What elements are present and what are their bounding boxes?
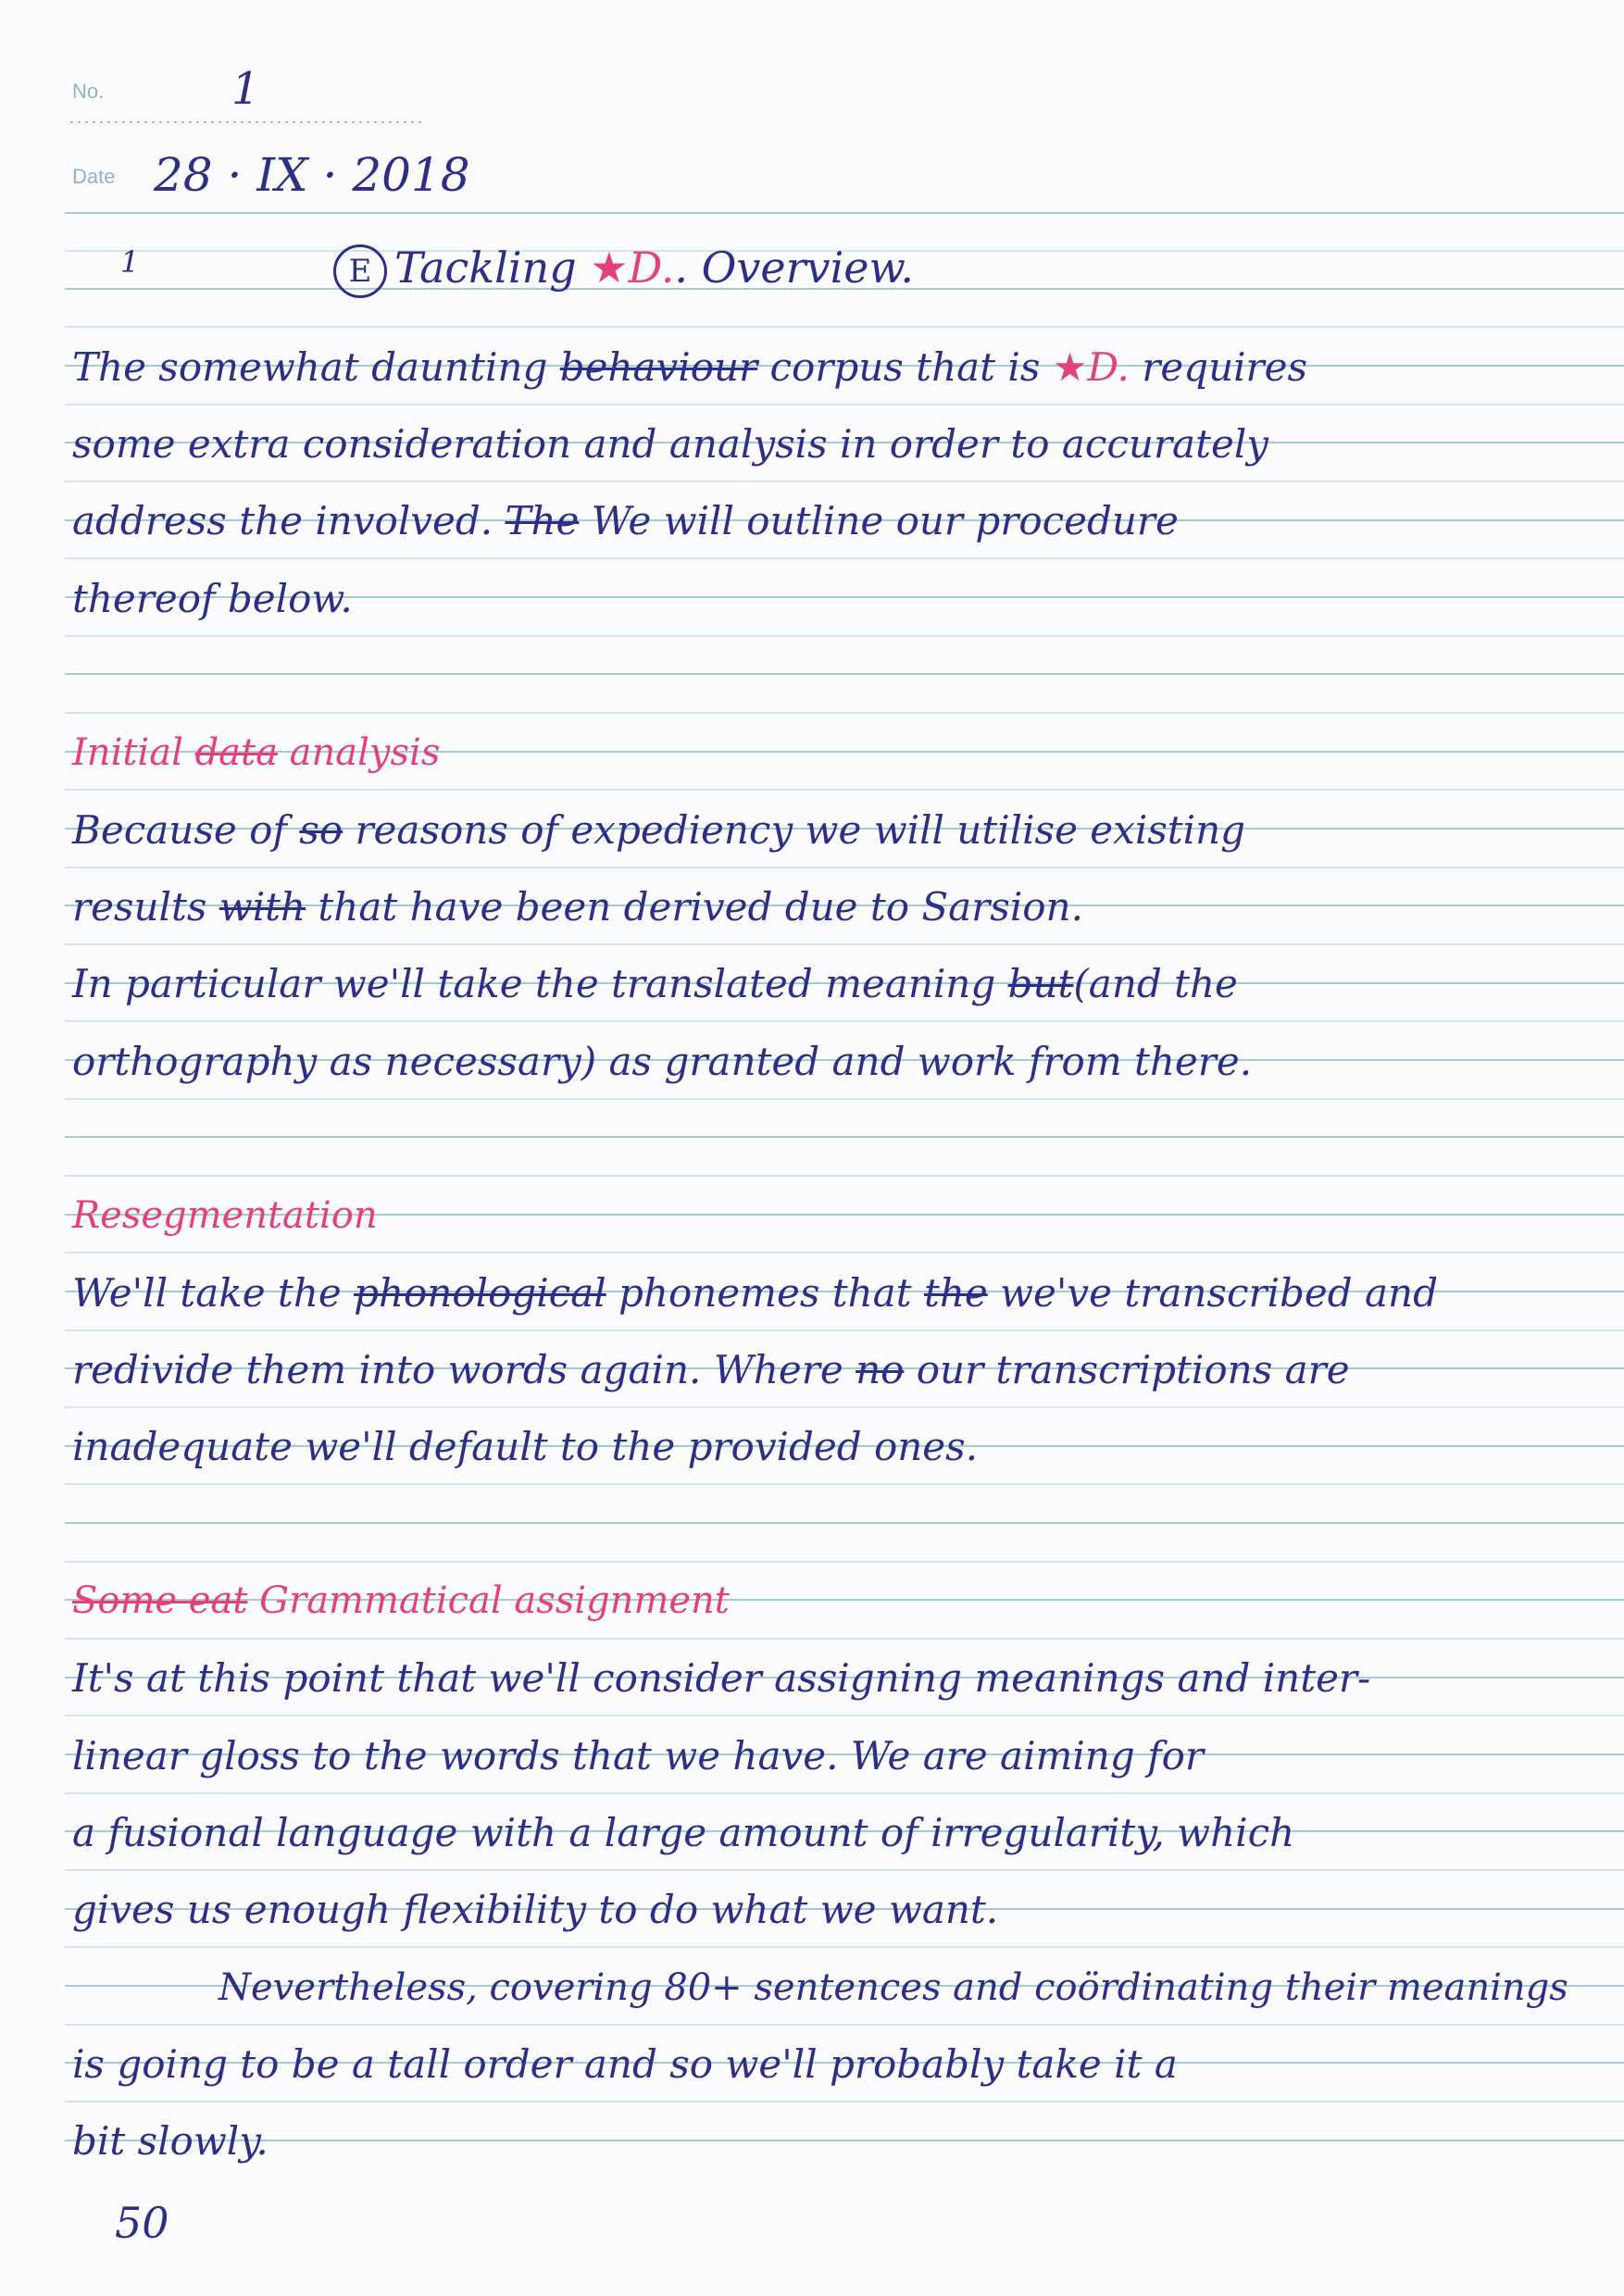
section1-line-2: results with that have been derived due to Sarsion. [72,884,1083,930]
struck-word: the [923,1270,988,1316]
section-heading-resegmentation: Resegmentation [72,1194,378,1237]
intro-line-1: The somewhat daunting behaviour corpus that is ★D. requires [72,344,1308,390]
date-label: Date [72,165,116,188]
intro-line-2: some extra consideration and analysis in order to accurately [72,421,1268,467]
section1-line-1: Because of so reasons of expediency we will utilise existing [72,807,1246,853]
struck-word: Some eat [72,1579,248,1622]
title-highlight: D. [628,243,675,293]
struck-word: phonological [354,1270,606,1316]
section3-line-2: linear gloss to the words that we have. We are aiming for [72,1733,1204,1778]
section3-line-5: Nevertheless, covering 80+ sentences and coördinating their meanings [219,1966,1568,2009]
no-value: 1 [231,63,260,115]
title-before: Tackling [394,243,591,293]
struck-word: The [505,498,580,543]
intro-line-4: thereof below. [72,576,353,621]
page-number: 50 [115,2198,169,2248]
section2-line-2: redivide them into words again. Where no our transcriptions are [72,1347,1350,1392]
intro-line-3: address the involved. The We will outline our procedure [72,498,1179,543]
struck-word: no [856,1347,905,1392]
section3-line-7: bit slowly. [72,2118,269,2164]
section2-line-1: We'll take the phonological phonemes that the we've transcribed and [72,1270,1438,1316]
section3-line-4: gives us enough flexibility to do what we want. [72,1887,999,1932]
circled-letter: E [333,244,387,298]
star-icon: ★ [590,243,629,293]
struck-word: but [1007,961,1074,1006]
star-icon: ★ [1052,344,1088,390]
section3-line-3: a fusional language with a large amount of irregularity, which [72,1810,1295,1855]
struck-word: so [299,807,344,853]
title-after: . Overview. [674,243,915,293]
no-label: No. [72,80,105,103]
entry-title-text [333,243,914,298]
struck-word: behaviour [559,344,758,390]
date-value: 28 · IX · 2018 [154,148,470,202]
section3-line-1: It's at this point that we'll consider assigning meanings and inter- [72,1655,1371,1701]
section-heading-grammatical-assignment: Some eat Grammatical assignment [72,1579,730,1622]
entry-title [111,243,1593,307]
struck-word: data [194,731,278,774]
section1-line-4: orthography as necessary) as granted and work from there. [72,1039,1253,1084]
struck-word: with [219,884,306,930]
section2-line-3: inadequate we'll default to the provided ones. [72,1424,979,1469]
entry-number: 1 [120,244,140,280]
section3-line-6: is going to be a tall order and so we'll probably take it a [72,2041,1178,2087]
section-heading-initial-analysis: Initial data analysis [72,731,441,774]
section1-line-3: In particular we'll take the translated meaning but(and the [72,961,1238,1006]
